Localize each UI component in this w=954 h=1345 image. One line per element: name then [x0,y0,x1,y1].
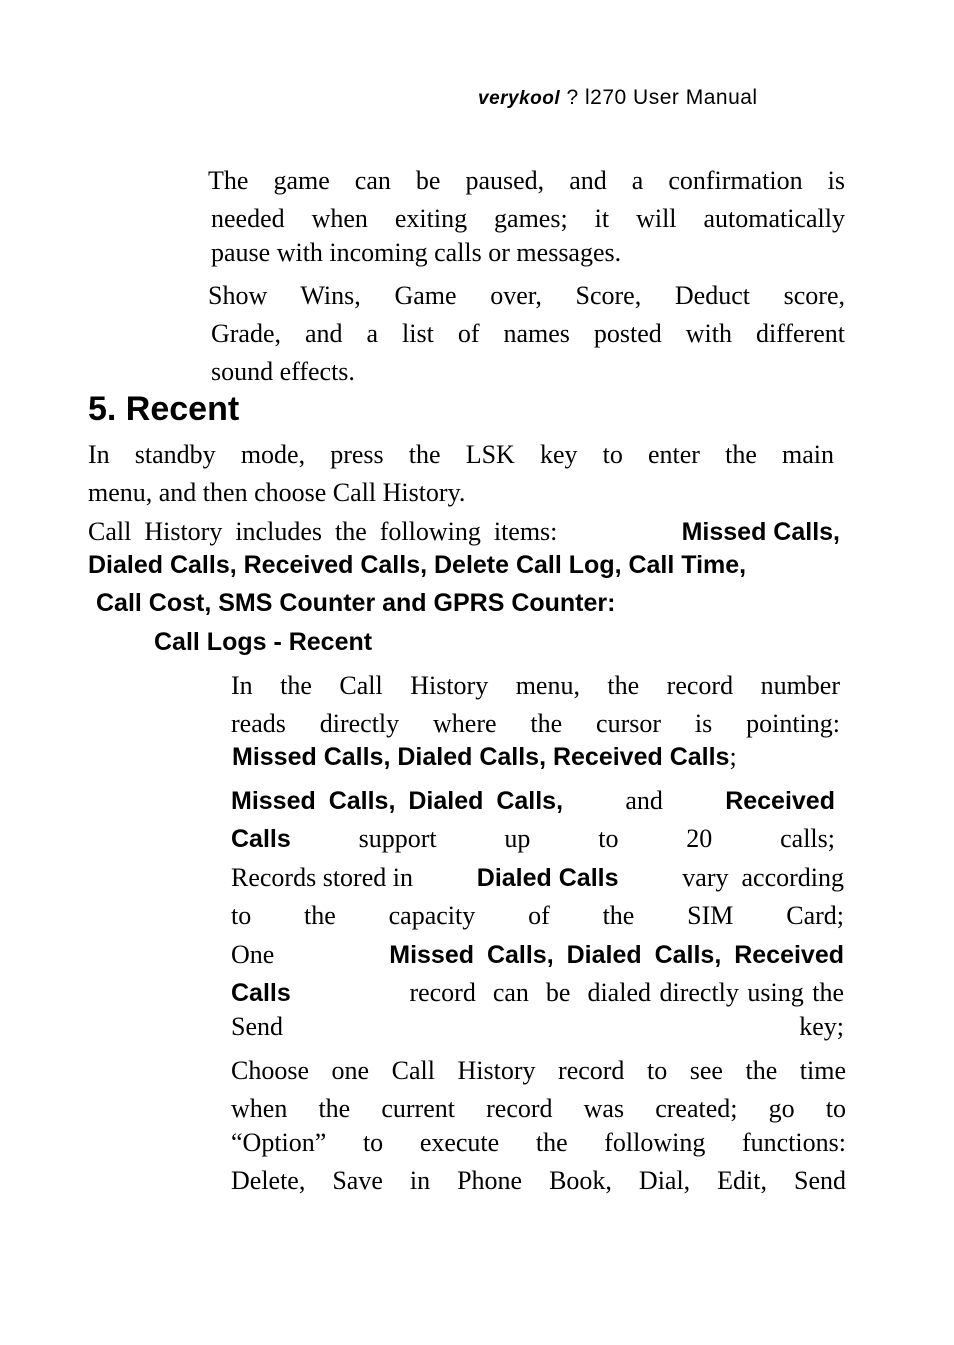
text-line: pause with incoming calls or messages. [211,238,622,267]
items-list-line-2: Dialed Calls, Received Calls, Delete Call Log, Call Time, [88,551,747,579]
text-line: In the Call History menu, the record number [231,671,840,700]
call-logs-subheading: Call Logs - Recent [154,628,373,656]
intro-paragraph-2 [208,277,845,391]
section-heading: 5. Recent [88,390,240,428]
call-types-end: ; [729,742,737,771]
intro-paragraph-1 [208,162,845,272]
one-rest: record can be dialed directly using the [400,978,844,1007]
text-line: “Option” to execute the following functions: [231,1128,846,1157]
text-line: reads directly where the cursor is pointing: [231,709,840,738]
text-line [231,974,844,1012]
capacity-and: and [618,786,670,815]
text-line: menu, and then choose Call History. [88,478,466,507]
text-line: Send key; [231,1012,844,1041]
call-logs-types-line [232,742,737,772]
call-logs-paragraph-5 [231,1052,846,1200]
call-history-items-intro [88,513,840,551]
capacity-bold-c: Calls [231,825,291,853]
items-missed-calls: Missed Calls, [681,518,840,546]
text-line: when the current record was created; go to [231,1094,846,1123]
capacity-rest: support up to 20 calls; [290,824,835,853]
call-logs-paragraph-2 [231,782,835,858]
text-line [231,820,835,858]
page-header [478,86,758,110]
one-start: One [231,940,288,969]
text-line: Delete, Save in Phone Book, Dial, Edit, Send [231,1166,846,1195]
text-line: The game can be paused, and a confirmation is [208,166,845,195]
call-logs-paragraph-4 [231,936,844,1046]
text-line [231,936,844,974]
records-start: Records stored in [231,863,420,892]
call-logs-paragraph-1 [231,667,840,743]
records-bold: Dialed Calls [476,864,619,892]
text-line: Show Wins, Game over, Score, Deduct score, [208,281,845,310]
text-line: needed when exiting games; it will automatically [211,204,845,233]
text-line: Grade, and a list of names posted with different [211,319,845,348]
text-line: In standby mode, press the LSK key to enter the main [88,440,834,469]
one-bold: Missed Calls, Dialed Calls, Received [389,941,844,969]
standby-paragraph [88,436,834,512]
text-line [88,513,840,551]
text-line [231,782,835,820]
items-list-line-3: Call Cost, SMS Counter and GPRS Counter: [96,589,616,617]
text-line: Choose one Call History record to see the time [231,1056,846,1085]
text-line: sound effects. [211,357,355,386]
call-types-bold: Missed Calls, Dialed Calls, Received Calls [232,743,730,771]
capacity-bold-b: Received [725,787,835,815]
header-title: ? l270 User Manual [560,86,758,109]
one-bold-2: Calls [231,979,291,1007]
text-line: to the capacity of the SIM Card; [231,901,844,930]
text-line [231,859,844,897]
capacity-bold-a: Missed Calls, Dialed Calls, [231,787,564,815]
header-brand: verykool [478,88,561,109]
call-logs-paragraph-3 [231,859,844,935]
records-rest: vary according [675,863,844,892]
items-intro-text: Call History includes the following items: [88,517,564,546]
